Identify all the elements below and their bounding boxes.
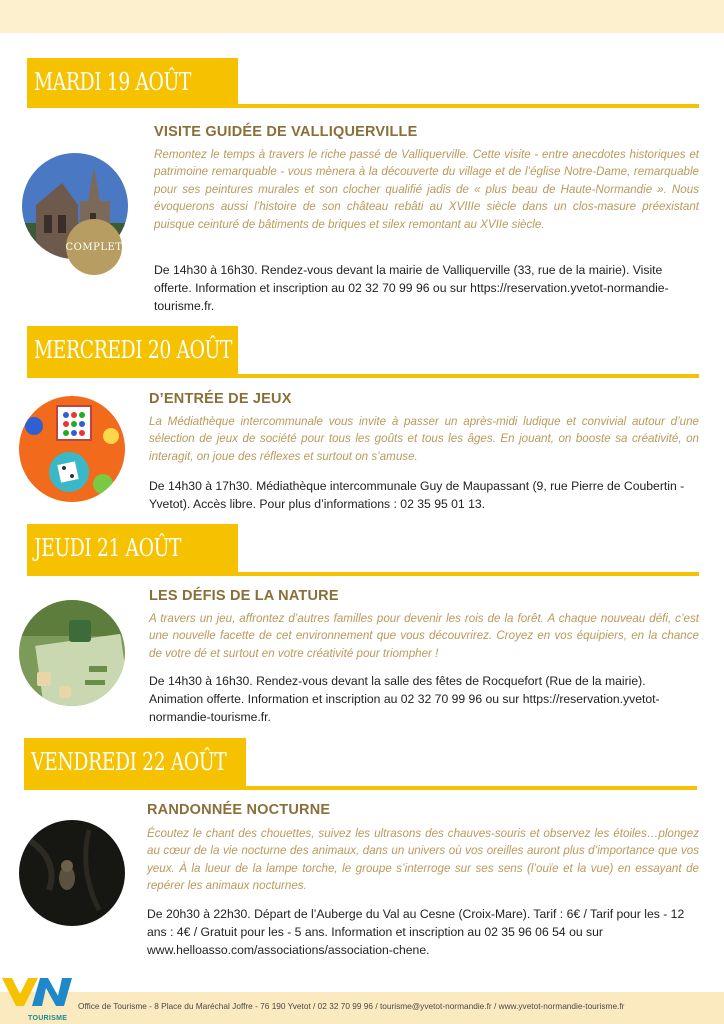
day-rule bbox=[27, 104, 699, 108]
logo-text: TOURISME bbox=[28, 1015, 68, 1022]
day-label: MERCREDI 20 AOÛT bbox=[34, 336, 233, 364]
footer-contact: Office de Tourisme - 8 Place du Maréchal Joffre - 76 190 Yvetot / 02 32 70 99 96 / tourisme@yvetot-normandie.fr / www.yvetot-normandie-tourisme.fr bbox=[78, 1001, 625, 1011]
day-banner bbox=[27, 524, 238, 574]
event-title: D’ENTRÉE DE JEUX bbox=[149, 391, 292, 407]
event-description: Écoutez le chant des chouettes, suivez les ultrasons des chauves-souris et observez les étoiles…plongez au cœur de la vie nocturne des animaux, dans un univers où vos oreilles auront plus d’importance que vos yeux. À la lueur de la lampe torche, le groupe s’interroge sur ses sens (l’ouïe et la vue) en essayant de repérer les animaux nocturnes. bbox=[147, 827, 699, 893]
event-description: A travers un jeu, affrontez d’autres familles pour devenir les rois de la forêt. A chaque nouveau défi, c’est une nouvelle facette de cet environnement que vous découvrirez. Croyez en vos équipiers, en la chance de votre dé et surtout en votre créativité pour triompher ! bbox=[149, 612, 699, 660]
event-title: VISITE GUIDÉE DE VALLIQUERVILLE bbox=[154, 124, 418, 140]
yvetot-tourisme-logo bbox=[2, 976, 72, 1022]
event-info: De 20h30 à 22h30. Départ de l’Auberge du Val au Cesne (Croix-Mare). Tarif : 6€ / Tarif pour les - 12 ans : 4€ / Gratuit pour les - 5 ans. Information et inscription au 02 35 96 06 54 ou sur www.helloasso.com/associations/association-chene. bbox=[147, 907, 685, 957]
day-label: MARDI 19 AOÛT bbox=[34, 68, 191, 96]
day-rule bbox=[24, 786, 697, 790]
nature-game-photo bbox=[19, 600, 125, 706]
top-band bbox=[0, 0, 724, 33]
event-info: De 14h30 à 16h30. Rendez-vous devant la mairie de Valliquerville (33, rue de la mairie). Visite offerte. Information et inscription au 02 32 70 99 96 ou sur https://reservation.yvetot-normandie-tourisme.fr. bbox=[154, 263, 669, 313]
day-banner bbox=[27, 58, 238, 108]
day-banner bbox=[27, 326, 238, 376]
complet-badge: COMPLET bbox=[66, 219, 122, 275]
event-info: De 14h30 à 17h30. Médiathèque intercommunale Guy de Maupassant (9, rue Pierre de Coubertin - Yvetot). Accès libre. Pour plus d’informations : 02 35 95 01 13. bbox=[149, 479, 685, 511]
games-photo bbox=[19, 396, 125, 502]
day-label: JEUDI 21 AOÛT bbox=[34, 534, 182, 562]
event-description: Remontez le temps à travers le riche passé de Valliquerville. Cette visite - entre anecdotes historiques et patrimoine remarquable - vous mènera à la découverte du village et de l’église Notre-Dame, remarquable pour ses peintures murales et son clocher qualifié jadis de « plus beau de Haute-Normandie ». Nous évoquerons aussi l’histoire de son château rebâti au XVIIIe siècle dans un clos-masure préexistant puisque ceinturé de bâtiments de briques et silex remontant au XVIIe siècle. bbox=[154, 148, 699, 231]
event-title: RANDONNÉE NOCTURNE bbox=[147, 802, 331, 818]
day-rule bbox=[27, 572, 699, 576]
owl-night-photo bbox=[19, 820, 125, 926]
event-info: De 14h30 à 16h30. Rendez-vous devant la salle des fêtes de Rocquefort (Rue de la mairie). Animation offerte. Information et inscription au 02 32 70 99 96 ou sur https://reservation.yvetot-normandie-tourisme.fr. bbox=[149, 674, 660, 724]
event-description: La Médiathèque intercommunale vous invite à passer un après-midi ludique et convivial autour d’une sélection de jeux de société pour tous les goûts et tous les âges. En jouant, on booste sa créativité, on interagit, on joue des réflexes et surtout on s’amuse. bbox=[149, 415, 699, 463]
event-title: LES DÉFIS DE LA NATURE bbox=[149, 588, 339, 604]
day-rule bbox=[27, 374, 699, 378]
day-banner bbox=[24, 738, 246, 788]
day-label: VENDREDI 22 AOÛT bbox=[31, 748, 227, 776]
